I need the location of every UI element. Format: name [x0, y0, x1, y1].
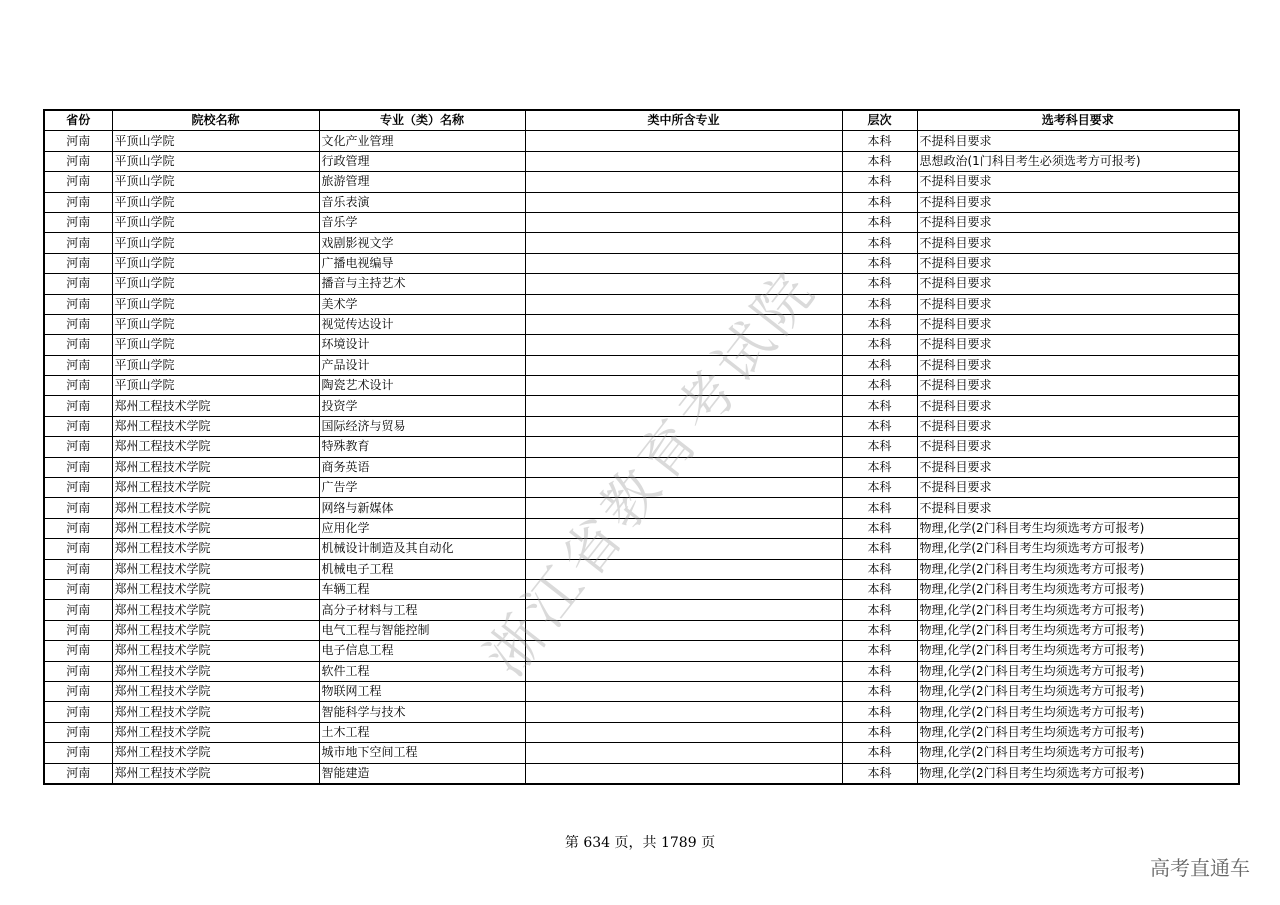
cell-included [525, 743, 842, 763]
cell-province: 河南 [44, 355, 112, 375]
table-row [44, 416, 1239, 436]
cell-included [525, 579, 842, 599]
cell-requirement: 物理,化学(2门科目考生均须选考方可报考) [917, 641, 1239, 661]
cell-school: 郑州工程技术学院 [112, 396, 319, 416]
cell-school: 郑州工程技术学院 [112, 743, 319, 763]
cell-major: 商务英语 [319, 457, 525, 477]
table-row [44, 722, 1239, 742]
header-province: 省份 [44, 110, 112, 131]
table-row [44, 559, 1239, 579]
table-row [44, 172, 1239, 192]
cell-school: 郑州工程技术学院 [112, 518, 319, 538]
cell-requirement: 思想政治(1门科目考生必须选考方可报考) [917, 151, 1239, 171]
header-major: 专业（类）名称 [319, 110, 525, 131]
table-row [44, 681, 1239, 701]
cell-level: 本科 [842, 579, 917, 599]
cell-level: 本科 [842, 763, 917, 784]
cell-requirement: 物理,化学(2门科目考生均须选考方可报考) [917, 743, 1239, 763]
cell-requirement: 物理,化学(2门科目考生均须选考方可报考) [917, 620, 1239, 640]
cell-included [525, 274, 842, 294]
cell-requirement: 不提科目要求 [917, 335, 1239, 355]
cell-level: 本科 [842, 498, 917, 518]
cell-province: 河南 [44, 416, 112, 436]
watermark: 浙江省教育考试院 [473, 257, 830, 689]
cell-major: 智能建造 [319, 763, 525, 784]
cell-included [525, 722, 842, 742]
table-row [44, 457, 1239, 477]
cell-level: 本科 [842, 702, 917, 722]
table-row [44, 396, 1239, 416]
cell-included [525, 172, 842, 192]
cell-school: 郑州工程技术学院 [112, 661, 319, 681]
cell-requirement: 物理,化学(2门科目考生均须选考方可报考) [917, 600, 1239, 620]
cell-level: 本科 [842, 681, 917, 701]
cell-level: 本科 [842, 396, 917, 416]
cell-level: 本科 [842, 743, 917, 763]
cell-level: 本科 [842, 274, 917, 294]
cell-included [525, 641, 842, 661]
cell-major: 投资学 [319, 396, 525, 416]
cell-major: 软件工程 [319, 661, 525, 681]
cell-level: 本科 [842, 335, 917, 355]
cell-school: 平顶山学院 [112, 294, 319, 314]
cell-requirement: 物理,化学(2门科目考生均须选考方可报考) [917, 518, 1239, 538]
cell-school: 郑州工程技术学院 [112, 437, 319, 457]
cell-school: 平顶山学院 [112, 172, 319, 192]
cell-major: 机械设计制造及其自动化 [319, 539, 525, 559]
cell-requirement: 物理,化学(2门科目考生均须选考方可报考) [917, 702, 1239, 722]
cell-school: 郑州工程技术学院 [112, 559, 319, 579]
cell-requirement: 物理,化学(2门科目考生均须选考方可报考) [917, 681, 1239, 701]
cell-included [525, 518, 842, 538]
table-row [44, 661, 1239, 681]
cell-school: 郑州工程技术学院 [112, 763, 319, 784]
cell-level: 本科 [842, 233, 917, 253]
header-school: 院校名称 [112, 110, 319, 131]
cell-requirement: 不提科目要求 [917, 437, 1239, 457]
cell-major: 音乐表演 [319, 192, 525, 212]
cell-major: 应用化学 [319, 518, 525, 538]
cell-province: 河南 [44, 579, 112, 599]
table-row [44, 620, 1239, 640]
table-row [44, 437, 1239, 457]
cell-level: 本科 [842, 355, 917, 375]
cell-included [525, 600, 842, 620]
table-row [44, 294, 1239, 314]
cell-included [525, 294, 842, 314]
cell-included [525, 192, 842, 212]
cell-level: 本科 [842, 478, 917, 498]
cell-major: 物联网工程 [319, 681, 525, 701]
cell-major: 视觉传达设计 [319, 314, 525, 334]
cell-requirement: 不提科目要求 [917, 355, 1239, 375]
cell-major: 智能科学与技术 [319, 702, 525, 722]
cell-level: 本科 [842, 172, 917, 192]
cell-school: 郑州工程技术学院 [112, 681, 319, 701]
cell-requirement: 不提科目要求 [917, 172, 1239, 192]
cell-level: 本科 [842, 437, 917, 457]
cell-major: 车辆工程 [319, 579, 525, 599]
cell-province: 河南 [44, 661, 112, 681]
cell-level: 本科 [842, 212, 917, 232]
cell-province: 河南 [44, 376, 112, 396]
table-row [44, 539, 1239, 559]
table-row [44, 151, 1239, 171]
header-level: 层次 [842, 110, 917, 131]
cell-school: 平顶山学院 [112, 376, 319, 396]
cell-requirement: 不提科目要求 [917, 294, 1239, 314]
cell-school: 平顶山学院 [112, 192, 319, 212]
cell-level: 本科 [842, 314, 917, 334]
cell-major: 陶瓷艺术设计 [319, 376, 525, 396]
cell-school: 郑州工程技术学院 [112, 478, 319, 498]
cell-school: 平顶山学院 [112, 274, 319, 294]
cell-included [525, 457, 842, 477]
table-row [44, 131, 1239, 151]
cell-requirement: 不提科目要求 [917, 233, 1239, 253]
cell-major: 广播电视编导 [319, 253, 525, 273]
cell-school: 平顶山学院 [112, 355, 319, 375]
cell-school: 平顶山学院 [112, 131, 319, 151]
table-row [44, 702, 1239, 722]
cell-included [525, 253, 842, 273]
cell-province: 河南 [44, 253, 112, 273]
cell-major: 国际经济与贸易 [319, 416, 525, 436]
cell-included [525, 233, 842, 253]
cell-major: 城市地下空间工程 [319, 743, 525, 763]
cell-included [525, 539, 842, 559]
cell-included [525, 661, 842, 681]
header-requirement: 选考科目要求 [917, 110, 1239, 131]
cell-requirement: 物理,化学(2门科目考生均须选考方可报考) [917, 559, 1239, 579]
cell-included [525, 702, 842, 722]
cell-requirement: 不提科目要求 [917, 314, 1239, 334]
cell-included [525, 620, 842, 640]
cell-requirement: 不提科目要求 [917, 192, 1239, 212]
cell-province: 河南 [44, 641, 112, 661]
cell-major: 特殊教育 [319, 437, 525, 457]
major-requirements-table [43, 109, 1240, 785]
cell-major: 文化产业管理 [319, 131, 525, 151]
cell-province: 河南 [44, 233, 112, 253]
cell-level: 本科 [842, 722, 917, 742]
cell-school: 郑州工程技术学院 [112, 539, 319, 559]
table-row [44, 233, 1239, 253]
cell-level: 本科 [842, 559, 917, 579]
cell-major: 行政管理 [319, 151, 525, 171]
cell-province: 河南 [44, 212, 112, 232]
cell-requirement: 不提科目要求 [917, 253, 1239, 273]
cell-province: 河南 [44, 681, 112, 701]
cell-requirement: 物理,化学(2门科目考生均须选考方可报考) [917, 661, 1239, 681]
cell-school: 郑州工程技术学院 [112, 498, 319, 518]
cell-major: 环境设计 [319, 335, 525, 355]
table-row [44, 579, 1239, 599]
cell-requirement: 不提科目要求 [917, 131, 1239, 151]
header-included: 类中所含专业 [525, 110, 842, 131]
cell-province: 河南 [44, 314, 112, 334]
cell-province: 河南 [44, 620, 112, 640]
cell-requirement: 物理,化学(2门科目考生均须选考方可报考) [917, 539, 1239, 559]
table-header [44, 110, 1239, 131]
cell-province: 河南 [44, 294, 112, 314]
cell-level: 本科 [842, 253, 917, 273]
table-row [44, 641, 1239, 661]
table-body [44, 131, 1239, 784]
cell-included [525, 376, 842, 396]
cell-requirement: 不提科目要求 [917, 457, 1239, 477]
cell-major: 土木工程 [319, 722, 525, 742]
cell-requirement: 不提科目要求 [917, 274, 1239, 294]
cell-province: 河南 [44, 151, 112, 171]
cell-province: 河南 [44, 600, 112, 620]
table-row [44, 763, 1239, 784]
cell-province: 河南 [44, 478, 112, 498]
cell-level: 本科 [842, 294, 917, 314]
cell-included [525, 314, 842, 334]
table-row [44, 212, 1239, 232]
cell-level: 本科 [842, 151, 917, 171]
page-number: 第 634 页，共 1789 页 [564, 835, 716, 851]
cell-level: 本科 [842, 518, 917, 538]
table-row [44, 274, 1239, 294]
cell-school: 郑州工程技术学院 [112, 722, 319, 742]
cell-province: 河南 [44, 559, 112, 579]
table-row [44, 376, 1239, 396]
cell-included [525, 416, 842, 436]
table-row [44, 743, 1239, 763]
cell-province: 河南 [44, 131, 112, 151]
cell-level: 本科 [842, 416, 917, 436]
cell-included [525, 763, 842, 784]
cell-level: 本科 [842, 376, 917, 396]
cell-school: 郑州工程技术学院 [112, 600, 319, 620]
cell-province: 河南 [44, 172, 112, 192]
cell-school: 郑州工程技术学院 [112, 579, 319, 599]
cell-school: 平顶山学院 [112, 314, 319, 334]
cell-major: 高分子材料与工程 [319, 600, 525, 620]
cell-level: 本科 [842, 641, 917, 661]
cell-province: 河南 [44, 192, 112, 212]
cell-major: 网络与新媒体 [319, 498, 525, 518]
cell-school: 郑州工程技术学院 [112, 702, 319, 722]
cell-school: 平顶山学院 [112, 233, 319, 253]
cell-included [525, 478, 842, 498]
cell-requirement: 不提科目要求 [917, 376, 1239, 396]
cell-province: 河南 [44, 457, 112, 477]
table-row [44, 335, 1239, 355]
cell-major: 戏剧影视文学 [319, 233, 525, 253]
cell-province: 河南 [44, 274, 112, 294]
cell-included [525, 681, 842, 701]
cell-level: 本科 [842, 600, 917, 620]
cell-included [525, 131, 842, 151]
table-row [44, 355, 1239, 375]
cell-major: 旅游管理 [319, 172, 525, 192]
table-row [44, 518, 1239, 538]
cell-province: 河南 [44, 498, 112, 518]
cell-level: 本科 [842, 192, 917, 212]
cell-level: 本科 [842, 661, 917, 681]
cell-major: 美术学 [319, 294, 525, 314]
cell-province: 河南 [44, 518, 112, 538]
table-row [44, 478, 1239, 498]
cell-school: 郑州工程技术学院 [112, 641, 319, 661]
cell-province: 河南 [44, 335, 112, 355]
cell-province: 河南 [44, 437, 112, 457]
cell-school: 平顶山学院 [112, 335, 319, 355]
cell-major: 音乐学 [319, 212, 525, 232]
cell-included [525, 559, 842, 579]
cell-level: 本科 [842, 539, 917, 559]
brand-logo-text: 高考直通车 [1150, 856, 1250, 880]
header-row [44, 110, 1239, 131]
cell-included [525, 151, 842, 171]
cell-requirement: 不提科目要求 [917, 478, 1239, 498]
cell-school: 郑州工程技术学院 [112, 457, 319, 477]
cell-major: 电子信息工程 [319, 641, 525, 661]
table-row [44, 253, 1239, 273]
cell-major: 产品设计 [319, 355, 525, 375]
cell-included [525, 437, 842, 457]
cell-level: 本科 [842, 620, 917, 640]
cell-level: 本科 [842, 131, 917, 151]
cell-requirement: 物理,化学(2门科目考生均须选考方可报考) [917, 763, 1239, 784]
table-row [44, 192, 1239, 212]
cell-major: 机械电子工程 [319, 559, 525, 579]
cell-level: 本科 [842, 457, 917, 477]
cell-school: 平顶山学院 [112, 151, 319, 171]
cell-major: 电气工程与智能控制 [319, 620, 525, 640]
cell-included [525, 335, 842, 355]
cell-included [525, 355, 842, 375]
cell-province: 河南 [44, 702, 112, 722]
cell-major: 播音与主持艺术 [319, 274, 525, 294]
cell-province: 河南 [44, 722, 112, 742]
cell-major: 广告学 [319, 478, 525, 498]
cell-school: 郑州工程技术学院 [112, 416, 319, 436]
table-row [44, 314, 1239, 334]
cell-requirement: 不提科目要求 [917, 396, 1239, 416]
table-row [44, 600, 1239, 620]
cell-province: 河南 [44, 396, 112, 416]
cell-requirement: 物理,化学(2门科目考生均须选考方可报考) [917, 722, 1239, 742]
cell-included [525, 212, 842, 232]
cell-school: 郑州工程技术学院 [112, 620, 319, 640]
cell-province: 河南 [44, 539, 112, 559]
cell-requirement: 不提科目要求 [917, 498, 1239, 518]
cell-province: 河南 [44, 743, 112, 763]
cell-requirement: 不提科目要求 [917, 416, 1239, 436]
cell-included [525, 498, 842, 518]
cell-included [525, 396, 842, 416]
cell-school: 平顶山学院 [112, 253, 319, 273]
cell-province: 河南 [44, 763, 112, 784]
cell-requirement: 不提科目要求 [917, 212, 1239, 232]
cell-requirement: 物理,化学(2门科目考生均须选考方可报考) [917, 579, 1239, 599]
table-row [44, 498, 1239, 518]
cell-school: 平顶山学院 [112, 212, 319, 232]
